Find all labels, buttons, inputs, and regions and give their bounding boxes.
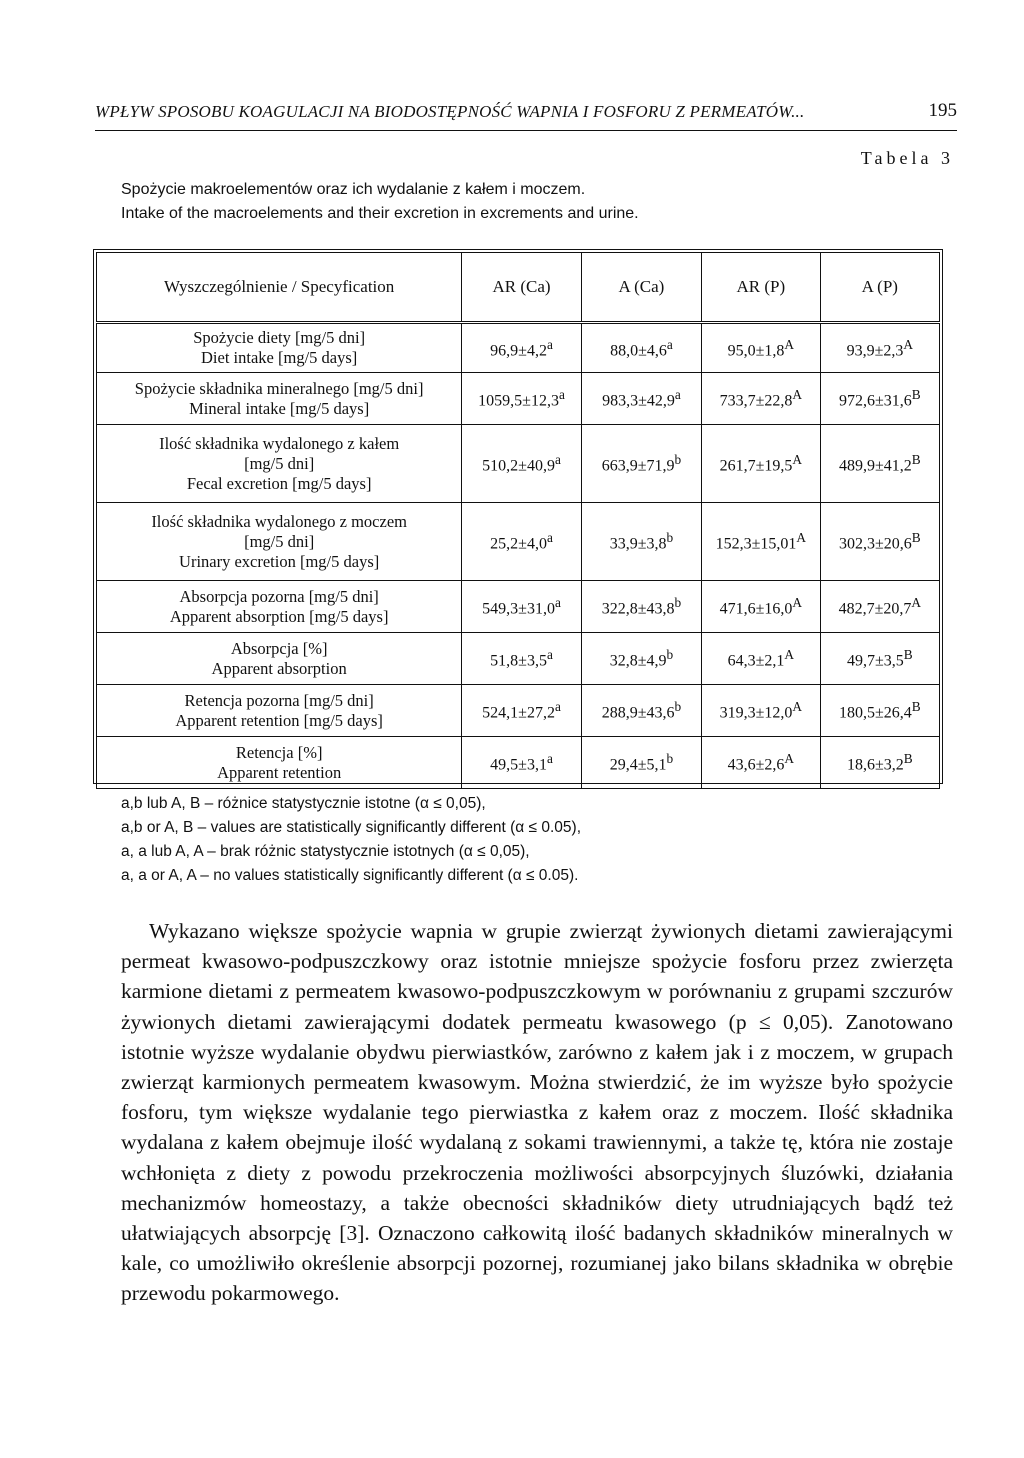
- significance-letter: b: [666, 647, 674, 663]
- value-cell: [820, 323, 939, 373]
- value-cell: [702, 685, 820, 737]
- cell-value: 983,3±42,9: [602, 392, 675, 410]
- value-cell: [820, 373, 939, 425]
- significance-letter: A: [792, 699, 803, 715]
- significance-letter: a: [558, 387, 565, 403]
- value-cell: [581, 323, 701, 373]
- row-label-line: Retencja pozorna [mg/5 dni]: [184, 690, 374, 710]
- body-paragraph: Wykazano większe spożycie wapnia w grupie zwierząt żywionych dietami zawierającymi permeat kwasowo-podpuszczkowy oraz istotnie mniejsze spożycie fosforu przez zwierzęta karmione dietami z permeatem kwasowo-podpuszczkowym w porównaniu z grupami szczurów żywionych dietami zawierającymi dodatek permeatu kwasowego (p ≤ 0,05). Zanotowano istotnie wyższe wydalanie obydwu pierwiastków, zarówno z kałem jak i z moczem, w grupach zwierząt karmionych permeatem kwasowym. Można stwierdzić, że im wyższe było spożycie fosforu, tym większe wydalanie tego pierwiastka z kałem oraz z moczem. Ilość składnika wydalana z kałem obejmuje ilość wydalaną z sokami trawiennymi, a także tę, która nie zostaje wchłonięta z diety z powodu przekroczenia możliwości absorpcyjnych śluzówki, działania mechanizmów homeostazy, a także obecności składników diety utrudniających bądź też ułatwiających absorpcję [3]. Oznaczono całkowitą ilość badanych składników mineralnych w kale, co umożliwiło określenie absorpcji pozornej, rozumianej jako bilans składnika w obrębie przewodu pokarmowego.: [121, 919, 953, 1306]
- significance-letter: A: [784, 336, 795, 352]
- value-cell: [820, 581, 939, 633]
- value-cell: [462, 633, 581, 685]
- cell-value: 51,8±3,5: [490, 652, 547, 670]
- value-cell: [702, 503, 820, 581]
- value-cell: [820, 633, 939, 685]
- row-label-line: Ilość składnika wydalonego z kałem: [159, 433, 400, 453]
- cell-value: 482,7±20,7: [838, 600, 912, 618]
- value-cell: [462, 503, 581, 581]
- cell-value: 261,7±19,5: [719, 457, 793, 475]
- significance-letter: a: [546, 530, 553, 546]
- cell-value: 302,3±20,6: [838, 535, 912, 553]
- row-label-line: Spożycie składnika mineralnego [mg/5 dni]: [134, 378, 424, 398]
- cell-value: 29,4±5,1: [609, 756, 667, 774]
- significance-letter: a: [546, 751, 553, 767]
- significance-letter: B: [911, 452, 921, 468]
- value-cell: [820, 425, 939, 503]
- value-cell: [462, 581, 581, 633]
- significance-letter: a: [674, 387, 681, 403]
- column-header: A (Ca): [581, 253, 701, 323]
- value-cell: [820, 737, 939, 789]
- cell-value: 319,3±12,0: [719, 704, 793, 722]
- row-label: [97, 581, 462, 633]
- value-cell: [702, 737, 820, 789]
- row-label-line: Diet intake [mg/5 days]: [201, 348, 358, 367]
- row-label-line: Urinary excretion [mg/5 days]: [179, 551, 380, 571]
- table-row: [97, 633, 940, 685]
- significance-letter: a: [554, 452, 561, 468]
- row-label: [97, 373, 462, 425]
- value-cell: [462, 373, 581, 425]
- row-label-line: Ilość składnika wydalonego z moczem: [151, 511, 407, 531]
- row-label: [97, 323, 462, 373]
- value-cell: [581, 503, 701, 581]
- cell-value: 32,8±4,9: [609, 652, 667, 670]
- table-row: [97, 581, 940, 633]
- row-label-line: [mg/5 dni]: [244, 453, 315, 473]
- table-notes: [121, 792, 921, 888]
- note-line: a, a lub A, A – brak różnic statystycznie istotnych (α ≤ 0,05),: [121, 843, 530, 860]
- cell-value: 18,6±3,2: [846, 756, 904, 774]
- note-line: a,b or A, B – values are statistically significantly different (α ≤ 0.05),: [121, 819, 582, 836]
- cell-value: 972,6±31,6: [838, 392, 912, 410]
- column-header: AR (P): [702, 253, 820, 323]
- value-cell: [581, 373, 701, 425]
- value-cell: [462, 685, 581, 737]
- table-row: [97, 373, 940, 425]
- value-cell: [702, 425, 820, 503]
- significance-letter: A: [792, 595, 803, 611]
- significance-letter: a: [554, 699, 561, 715]
- cell-value: 180,5±26,4: [838, 704, 912, 722]
- significance-letter: A: [796, 530, 807, 546]
- cell-value: 152,3±15,01: [715, 535, 797, 553]
- value-cell: [581, 737, 701, 789]
- significance-letter: b: [674, 595, 682, 611]
- row-label-line: [mg/5 dni]: [244, 531, 315, 551]
- cell-value: 524,1±27,2: [482, 704, 555, 722]
- significance-letter: B: [911, 699, 921, 715]
- table-header-row: [97, 253, 940, 323]
- value-cell: [581, 685, 701, 737]
- cell-value: 489,9±41,2: [838, 457, 912, 475]
- running-header: [95, 100, 957, 131]
- value-cell: [702, 581, 820, 633]
- value-cell: [702, 323, 820, 373]
- cell-value: 549,3±31,0: [482, 600, 555, 618]
- table-row: [97, 425, 940, 503]
- row-label: [97, 633, 462, 685]
- significance-letter: a: [666, 336, 673, 352]
- row-label-line: Mineral intake [mg/5 days]: [189, 398, 370, 418]
- cell-value: 322,8±43,8: [601, 600, 675, 618]
- cell-value: 33,9±3,8: [609, 535, 667, 553]
- table-row: [97, 737, 940, 789]
- row-label-line: Fecal excretion [mg/5 days]: [186, 473, 372, 493]
- cell-value: 471,6±16,0: [719, 600, 793, 618]
- data-table: [96, 252, 940, 789]
- value-cell: [820, 685, 939, 737]
- table-row: [97, 685, 940, 737]
- row-label-line: Spożycie diety [mg/5 dni]: [193, 328, 366, 347]
- significance-letter: b: [666, 751, 674, 767]
- running-title: WPŁYW SPOSOBU KOAGULACJI NA BIODOSTĘPNOŚĆ WAPNIA I FOSFORU Z PERMEATÓW...: [95, 102, 805, 121]
- significance-letter: A: [792, 387, 803, 403]
- cell-value: 43,6±2,6: [727, 756, 785, 774]
- column-header: Wyszczególnienie / Specyfication: [97, 253, 462, 323]
- cell-value: 95,0±1,8: [727, 342, 785, 360]
- row-label-line: Apparent absorption: [211, 658, 347, 678]
- cell-value: 288,9±43,6: [601, 704, 675, 722]
- significance-letter: a: [554, 595, 561, 611]
- value-cell: [702, 373, 820, 425]
- table-row: [97, 503, 940, 581]
- significance-letter: a: [546, 647, 553, 663]
- caption-english: Intake of the macroelements and their excretion in excrements and urine.: [121, 205, 639, 222]
- significance-letter: a: [546, 336, 553, 352]
- value-cell: [462, 737, 581, 789]
- table-caption: [121, 178, 861, 226]
- table-frame: [93, 249, 943, 784]
- significance-letter: A: [792, 452, 803, 468]
- significance-letter: b: [666, 530, 674, 546]
- column-header: A (P): [820, 253, 939, 323]
- cell-value: 733,7±22,8: [719, 392, 793, 410]
- value-cell: [702, 633, 820, 685]
- cell-value: 49,5±3,1: [490, 756, 547, 774]
- cell-value: 25,2±4,0: [490, 535, 547, 553]
- cell-value: 49,7±3,5: [846, 652, 904, 670]
- value-cell: [820, 503, 939, 581]
- row-label-line: Retencja [%]: [235, 742, 323, 762]
- significance-letter: B: [911, 530, 921, 546]
- significance-letter: A: [903, 336, 913, 352]
- cell-value: 93,9±2,3: [846, 342, 904, 360]
- cell-value: 88,0±4,6: [610, 342, 667, 360]
- significance-letter: A: [784, 751, 795, 767]
- significance-letter: B: [903, 647, 913, 663]
- row-label: [97, 425, 462, 503]
- cell-value: 1059,5±12,3: [478, 392, 559, 410]
- row-label: [97, 503, 462, 581]
- row-label-line: Absorpcja [%]: [230, 638, 328, 658]
- cell-value: 64,3±2,1: [727, 652, 785, 670]
- significance-letter: b: [674, 452, 682, 468]
- cell-value: 96,9±4,2: [490, 342, 547, 360]
- row-label-line: Apparent retention [mg/5 days]: [175, 710, 383, 730]
- row-label: [97, 685, 462, 737]
- row-label-line: Apparent absorption [mg/5 days]: [169, 606, 389, 626]
- caption-polish: Spożycie makroelementów oraz ich wydalanie z kałem i moczem.: [121, 181, 586, 198]
- note-line: a,b lub A, B – różnice statystycznie istotne (α ≤ 0,05),: [121, 795, 486, 812]
- significance-letter: B: [903, 751, 913, 767]
- row-label-line: Absorpcja pozorna [mg/5 dni]: [179, 586, 379, 606]
- row-label: [97, 737, 462, 789]
- value-cell: [462, 425, 581, 503]
- significance-letter: B: [911, 387, 921, 403]
- significance-letter: A: [784, 647, 795, 663]
- page-number: 195: [928, 100, 957, 121]
- significance-letter: A: [911, 595, 921, 611]
- value-cell: [462, 323, 581, 373]
- row-label-line: Apparent retention: [217, 762, 342, 782]
- significance-letter: b: [674, 699, 682, 715]
- note-line: a, a or A, A – no values statistically significantly different (α ≤ 0.05).: [121, 867, 579, 884]
- cell-value: 663,9±71,9: [601, 457, 675, 475]
- cell-value: 510,2±40,9: [482, 457, 555, 475]
- value-cell: [581, 581, 701, 633]
- column-header: AR (Ca): [462, 253, 581, 323]
- table-row: [97, 323, 940, 373]
- table-label: Tabela 3: [860, 148, 954, 168]
- value-cell: [581, 425, 701, 503]
- table-body: [97, 323, 940, 789]
- value-cell: [581, 633, 701, 685]
